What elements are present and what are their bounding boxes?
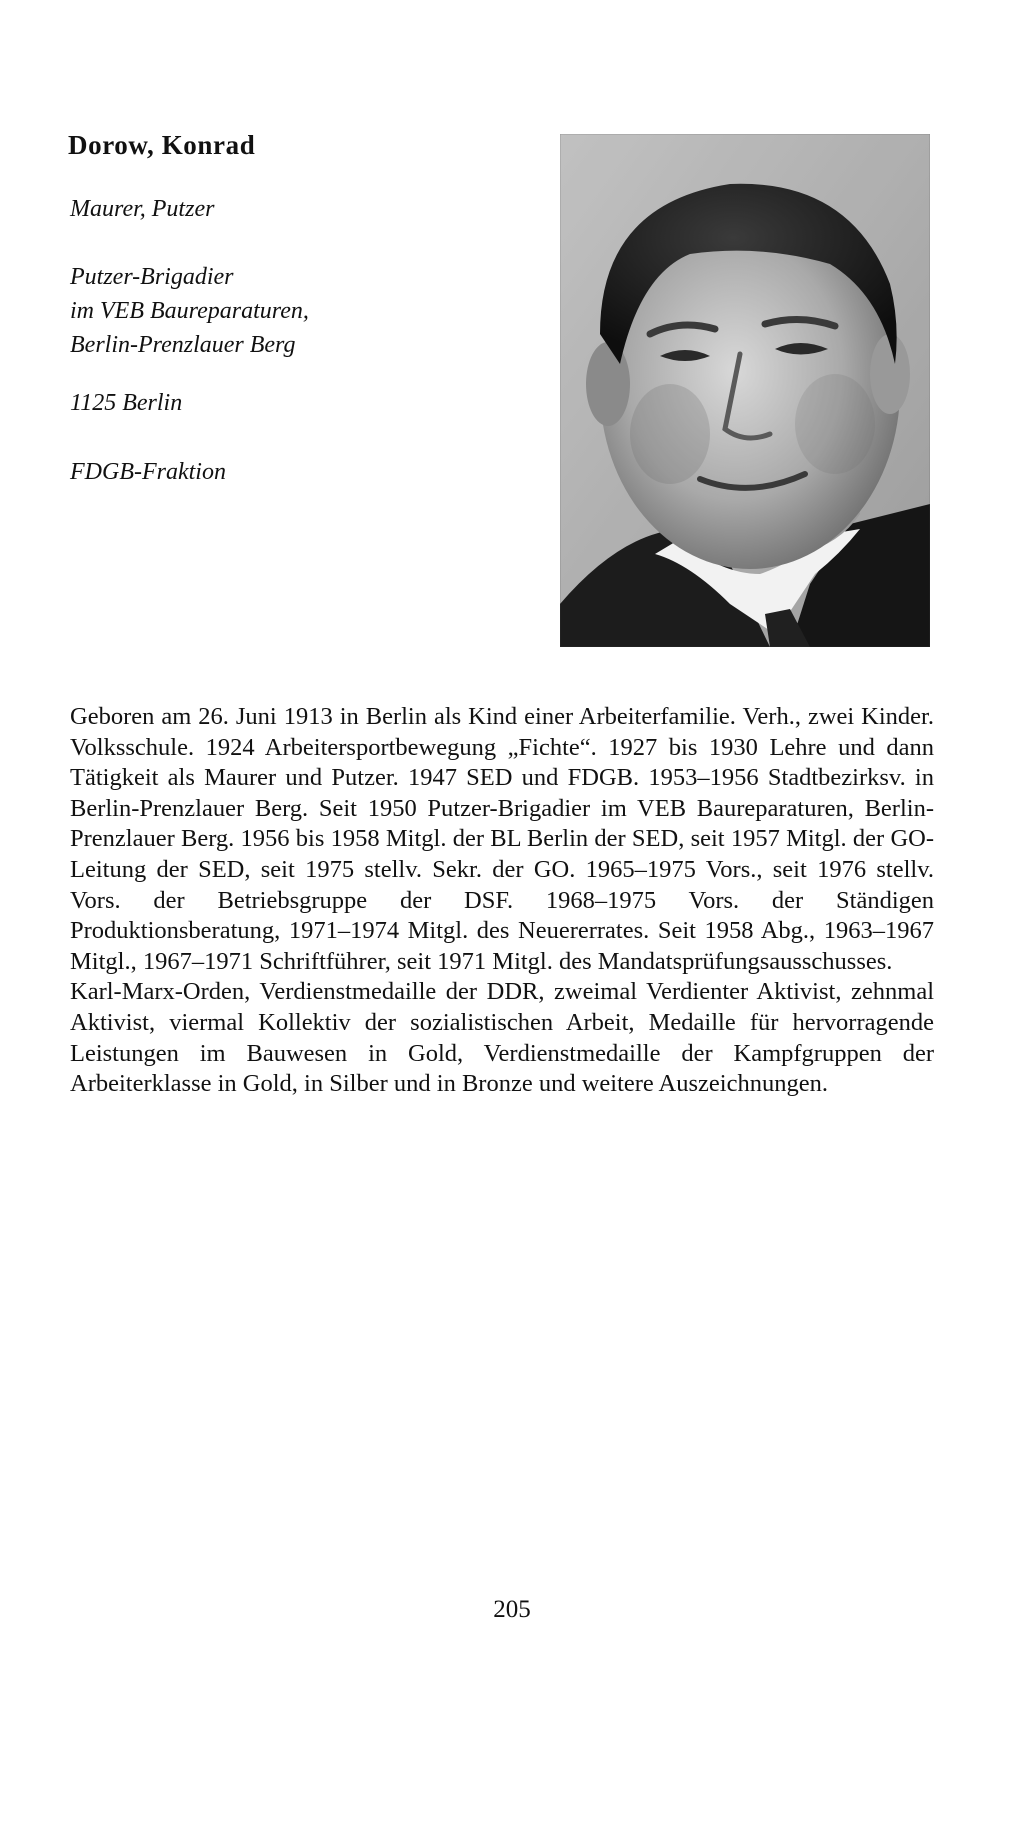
biography-paragraph: Geboren am 26. Juni 1913 in Berlin als Kind einer Arbeiterfamilie. Verh., zwei Kinder. Volksschule. 1924 Arbeitersportbewegung „Fichte“. 1927 bis 1930 Lehre und dann Tätigkeit als Maurer und Putzer. 1947 SED und FDGB. 1953–1956 Stadtbezirksv. in Berlin-Prenzlauer Berg. Seit 1950 Putzer-Brigadier im VEB Baureparaturen, Berlin-Prenzlauer Berg. 1956 bis 1958 Mitgl. der BL Berlin der SED, seit 1957 Mitgl. der GO-Leitung der SED, seit 1975 stellv. Sekr. der GO. 1965–1975 Vors., seit 1976 stellv. Vors. der Betriebsgruppe der DSF. 1968–1975 Vors. der Ständigen Produktionsberatung, 1971–1974 Mitgl. des Neuererrates. Seit 1958 Abg., 1963–1967 Mitgl., 1967–1971 Schriftführer, seit 1971 Mitgl. des Mandatsprüfungsausschusses. bbox=[70, 703, 934, 975]
faction: FDGB-Fraktion bbox=[70, 459, 226, 485]
portrait-photo-icon bbox=[560, 134, 930, 647]
location: 1125 Berlin bbox=[70, 390, 183, 416]
biography-paragraph: Karl-Marx-Orden, Verdienstmedaille der DDR, zweimal Verdienter Aktivist, zehnmal Aktivist, viermal Kollektiv der sozialistischen Arbeit, Medaille für hervorragende Leistungen im Bauwesen in Gold, Verdienstmedaille der Kampfgruppen der Arbeiterklasse in Gold, in Silber und in Bronze und weitere Auszeichnungen. bbox=[70, 978, 934, 1098]
position bbox=[70, 260, 309, 362]
portrait-photo bbox=[560, 134, 930, 647]
person-name: Dorow, Konrad bbox=[68, 130, 256, 160]
position-line: Putzer-Brigadier bbox=[70, 264, 234, 290]
position-line: Berlin-Prenzlauer Berg bbox=[70, 332, 296, 358]
page-number: 205 bbox=[493, 1596, 531, 1623]
position-line: im VEB Baureparaturen, bbox=[70, 298, 309, 324]
profession: Maurer, Putzer bbox=[70, 196, 215, 222]
biography bbox=[70, 702, 934, 1100]
